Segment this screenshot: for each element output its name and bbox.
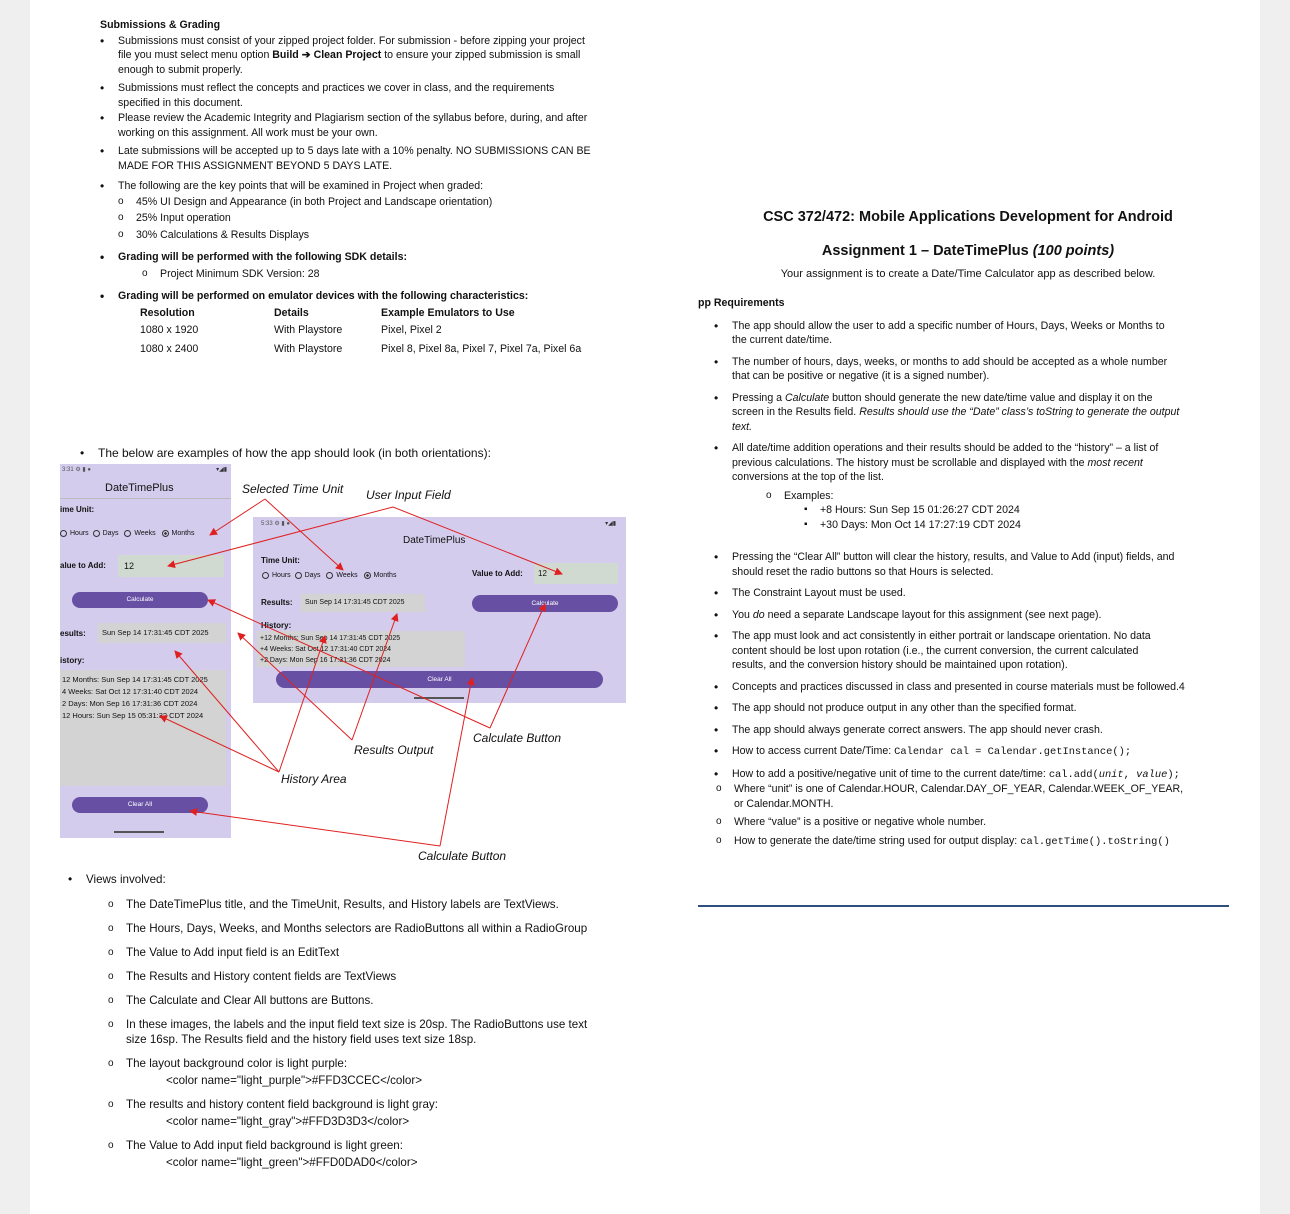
list-subitem: o 45% UI Design and Appearance (in both Project and Landscape orientation) [118,195,620,210]
table-row: 1080 x 2400 With Playstore Pixel 8, Pixel 8a, Pixel 7, Pixel 7a, Pixel 6a [140,342,582,355]
list-subitem: o The DateTimePlus title, and the TimeUnit, Results, and History labels are TextViews. [108,897,628,912]
status-icons: ▾◢▮ [605,521,616,527]
results-label: esults: [60,629,86,638]
list-item: • Views involved: [68,872,628,887]
radio-months[interactable]: Months [364,572,397,579]
list-item: 4 Weeks: Sat Oct 12 17:31:40 CDT 2024 [62,687,199,696]
list-subitem: o Where “unit” is one of Calendar.HOUR, Calendar.DAY_OF_YEAR, Calendar.WEEK_OF_YEAR, or Calendar.MONTH. [716,782,1238,811]
examples-intro: • The below are examples of how the app should look (in both orientations): [80,446,1290,461]
annotation-time-unit: Selected Time Unit [242,482,344,496]
list-item: • Grading will be performed on emulator devices with the following characteristics: [100,289,620,304]
radio-hours[interactable]: Hours [262,572,291,579]
value-input[interactable]: 12 [534,563,618,584]
time-unit-label: ime Unit: [60,505,95,514]
time-unit-label: Time Unit: [261,556,300,565]
status-icons: ▾◢▮ [216,467,227,473]
example-item: ▪ +30 Days: Mon Oct 14 17:27:19 CDT 2024 [804,518,1238,533]
list-item: • Pressing a Calculate button should generate the new date/time value and display it on the screen in the Results field. Results should use the “Date” class’s toString to generate the output text. [714,391,1238,435]
arrow [490,604,545,728]
list-item: • The following are the key points that will be examined in Project when graded: o 45% UI Design and Appearance (in both Project and Landscape orientation) o 25% Input operation o 30% Calculations & Results Displays [100,179,620,242]
arrow-icon: ➔ [301,49,311,61]
color-code: <color name="light_green">#FFD0DAD0</color> [166,1156,418,1169]
list-item: +2 Days: Mon Sep 16 17:31:36 CDT 2024 [260,657,391,664]
arrow [352,614,397,740]
results-field: Sun Sep 14 17:31:45 CDT 2025 [301,594,425,612]
annotation-input: User Input Field [366,488,451,502]
list-subitem: o In these images, the labels and the input field text size is 20sp. The RadioButtons use text size 16sp. The Results field and the history field uses text size 18sp. [108,1017,628,1047]
list-subitem: o The Results and History content fields are TextViews [108,969,628,984]
list-subitem: o Examples: [766,489,1238,504]
annotation-results: Results Output [354,743,434,757]
list-subitem: o Project Minimum SDK Version: 28 [142,267,620,282]
requirements-section [698,296,1238,849]
color-code: <color name="light_purple">#FFD3CCEC</color> [166,1074,423,1087]
history-label: istory: [60,656,85,665]
list-subitem: o The layout background color is light purple: <color name="light_purple">#FFD3CCEC</color> [108,1056,628,1088]
assignment-intro: Your assignment is to create a Date/Time Calculator app as described below. [780,268,1156,280]
list-item: • The app should not produce output in any other than the specified format. [714,701,1238,716]
list-item: 12 Months: Sun Sep 14 17:31:45 CDT 2025 [62,675,208,684]
arrow [393,507,562,574]
arrow [440,678,472,846]
list-subitem: o 25% Input operation [118,211,620,226]
list-subitem: o 30% Calculations & Results Displays [118,228,620,243]
app-title: DateTimePlus [105,482,174,494]
example-item: ▪ +8 Hours: Sun Sep 15 01:26:27 CDT 2024 [804,503,1238,518]
arrow [279,636,325,772]
history-label: History: [261,621,292,630]
section-heading: Submissions & Grading [100,19,221,31]
arrow [190,811,440,846]
list-item: • The app must look and act consistently in either portrait or landscape orientation. No data content should be lost upon rotation (i.e., the current conversion, the current calculated results, and the conversion history should be maintained upon rotation). [714,629,1238,673]
list-item: +12 Months: Sun Sep 14 17:31:45 CDT 2025 [260,635,401,642]
list-item: • Concepts and practices discussed in class and presented in course materials must be followed.4 [714,680,1238,695]
radio-days[interactable]: Days [93,530,119,537]
annotation-history: History Area [281,772,347,786]
course-title: CSC 372/472: Mobile Applications Development for Android [763,209,1173,225]
list-subitem: o The Value to Add input field background is light green: <color name="light_green">#FFD0DAD0</color> [108,1138,628,1170]
status-bar: 3:31 ⚙ ▮ ● [62,467,91,473]
clear-all-button[interactable]: Clear All [276,671,603,688]
list-item: • The app should always generate correct answers. The app should never crash. [714,723,1238,738]
results-field: Sun Sep 14 17:31:45 CDT 2025 [98,623,226,643]
list-subitem: o Where “value” is a positive or negative whole number. [716,815,1238,830]
color-code: <color name="light_gray">#FFD3D3D3</color> [166,1115,410,1128]
assignment-title: Assignment 1 – DateTimePlus (100 points) [821,243,1115,259]
section-heading: pp Requirements [698,297,785,309]
list-item: • Grading will be performed with the following SDK details: [100,250,620,265]
value-label: Value to Add: [472,569,523,578]
views-section [68,872,628,1170]
value-input[interactable]: 12 [118,555,224,577]
list-item: 12 Hours: Sun Sep 15 05:31:32 CDT 2024 [62,711,204,720]
value-label: alue to Add: [60,561,106,570]
list-subitem: o How to generate the date/time string used for output display: cal.getTime().toString() [716,834,1238,850]
table-row: 1080 x 1920 With Playstore Pixel, Pixel 2 [140,324,442,336]
status-bar: 5:33 ⚙ ▮ ● [261,521,290,527]
list-item: • Submissions must consist of your zipped project folder. For submission - before zipping your project file you must select menu option Build ➔ Clean Project to ensure your zipped submission is small enough to submit properly. [100,34,620,78]
radio-months[interactable]: Months [162,530,195,537]
annotation-calculate-1: Calculate Button [473,731,562,745]
list-item: • Please review the Academic Integrity and Plagiarism section of the syllabus before, during, and after working on this assignment. All work must be your own. [100,111,620,140]
list-subitem: o The Calculate and Clear All buttons are Buttons. [108,993,628,1008]
radio-weeks[interactable]: Weeks [326,572,357,579]
list-item: • Pressing the “Clear All” button will clear the history, results, and Value to Add (input) fields, and should reset the radio buttons so that Hours is selected. [714,550,1238,579]
list-subitem: o The results and history content field background is light gray: <color name="light_gray">#FFD3D3D3</color> [108,1097,628,1129]
radio-weeks[interactable]: Weeks [124,530,155,537]
list-item: • The app should allow the user to add a specific number of Hours, Days, Weeks or Months to the current date/time. [714,319,1238,348]
list-item: 2 Days: Mon Sep 16 17:31:36 CDT 2024 [62,699,198,708]
radio-days[interactable]: Days [295,572,321,579]
list-item: • Late submissions will be accepted up to 5 days late with a 10% penalty. NO SUBMISSIONS CAN BE MADE FOR THIS ASSIGNMENT BEYOND 5 DAYS LATE. [100,144,620,173]
list-item: • How to access current Date/Time: Calendar cal = Calendar.getInstance(); [714,744,1238,760]
clear-all-button[interactable]: Clear All [72,797,208,813]
calculate-button[interactable]: Calculate [472,595,618,612]
arrow [210,499,265,535]
annotation-calculate-2: Calculate Button [418,849,507,863]
calculate-button[interactable]: Calculate [72,592,208,608]
list-item: • How to add a positive/negative unit of time to the current date/time: cal.add(unit, value); [714,767,1238,783]
arrow [160,716,279,772]
list-item: • The Constraint Layout must be used. [714,586,1238,601]
arrow [208,600,490,728]
arrow [175,651,279,772]
list-subitem: o The Value to Add input field is an EditText [108,945,628,960]
list-item: • Submissions must reflect the concepts and practices we cover in class, and the requirements specified in this document. [100,81,620,110]
list-item: • The number of hours, days, weeks, or months to add should be accepted as a whole number that can be positive or negative (it is a signed number). [714,355,1238,384]
list-subitem: o The Hours, Days, Weeks, and Months selectors are RadioButtons all within a RadioGroup [108,921,628,936]
arrow [168,507,393,566]
list-item: • You do need a separate Landscape layout for this assignment (see next page). [714,608,1238,623]
divider [698,905,1229,907]
radio-hours[interactable]: Hours [60,530,89,537]
table-header-row: Resolution Details Example Emulators to Use [140,306,515,319]
results-label: Results: [261,598,293,607]
app-title: DateTimePlus [403,535,466,546]
list-item: +4 Weeks: Sat Oct 12 17:31:40 CDT 2024 [260,646,392,653]
list-item: • All date/time addition operations and their results should be added to the “history” – a list of previous calculations. The history must be scrollable and displayed with the most recent conversions at the top of the list. o Examples: ▪ +8 Hours: Sun Sep 15 01:26:27 CDT 2024 ▪ +30 Days: Mon Oct 14 17:27:19 CDT 2024 [714,441,1238,532]
arrow [265,499,343,570]
